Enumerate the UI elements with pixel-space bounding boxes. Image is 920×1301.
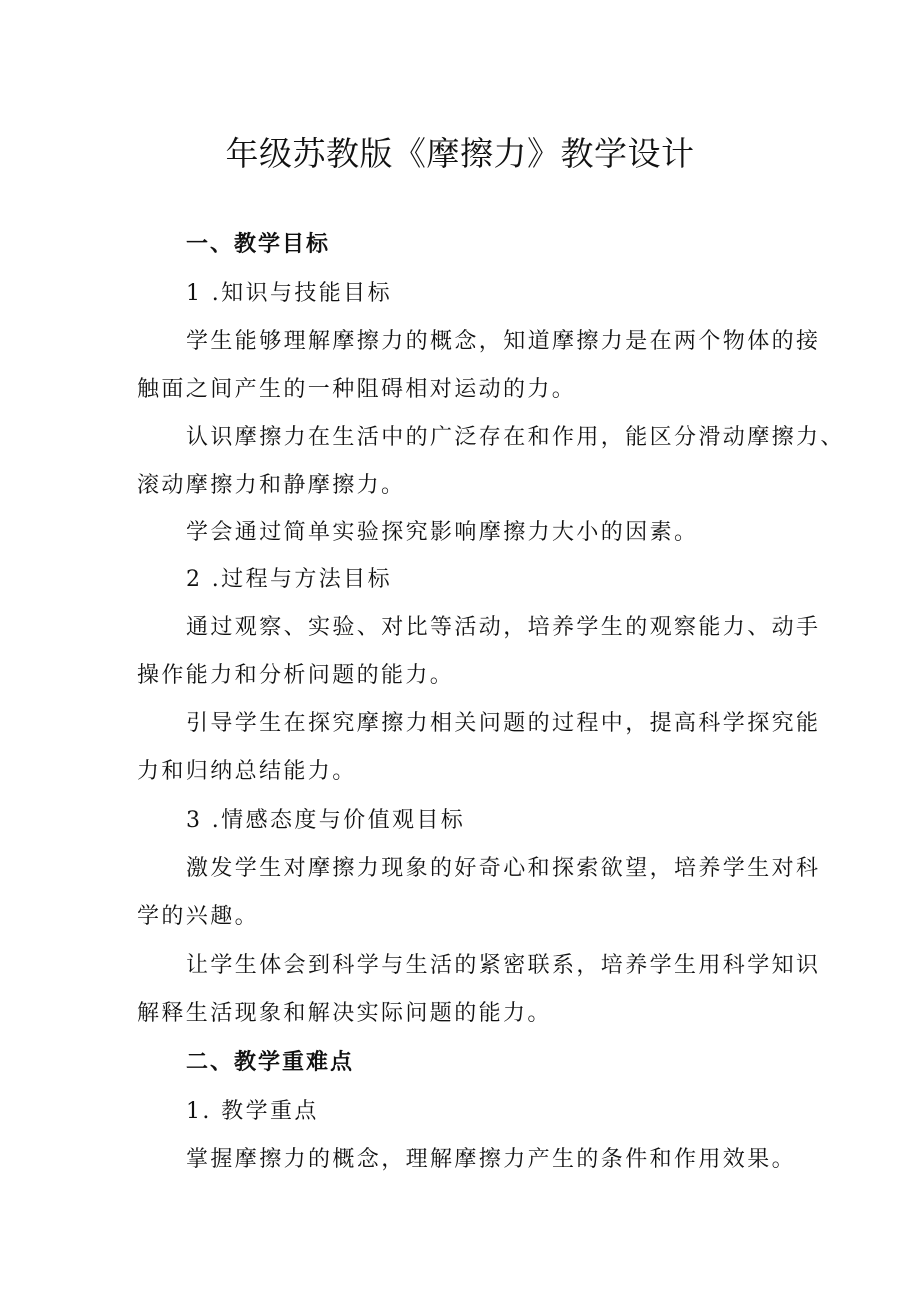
paragraph-line: 学的兴趣。 bbox=[137, 904, 260, 929]
paragraph-line: 操作能力和分析问题的能力。 bbox=[137, 663, 455, 688]
document-title: 年级苏教版《摩擦力》教学设计 bbox=[225, 134, 695, 173]
paragraph-line: 让学生体会到科学与生活的紧密联系，培养学生用科学知识 bbox=[186, 953, 821, 978]
paragraph-line: 掌握摩擦力的概念，理解摩擦力产生的条件和作用效果。 bbox=[186, 1147, 797, 1172]
paragraph-line: 激发学生对摩擦力现象的好奇心和探索欲望，培养学生对科 bbox=[186, 856, 821, 881]
paragraph-line: 引导学生在探究摩擦力相关问题的过程中，提高科学探究能 bbox=[186, 711, 821, 736]
subheading-teaching-focus: 1. 教学重点 bbox=[186, 1099, 319, 1124]
subheading-attitude-values: 3 .情感态度与价值观目标 bbox=[186, 808, 466, 833]
paragraph-line: 解释生活现象和解决实际问题的能力。 bbox=[137, 1001, 552, 1026]
paragraph-line: 通过观察、实验、对比等活动，培养学生的观察能力、动手 bbox=[186, 615, 821, 640]
paragraph-line: 滚动摩擦力和静摩擦力。 bbox=[137, 473, 406, 498]
paragraph-line: 力和归纳总结能力。 bbox=[137, 759, 357, 784]
paragraph-line: 学会通过简单实验探究影响摩擦力大小的因素。 bbox=[186, 520, 699, 545]
subheading-process-methods: 2 .过程与方法目标 bbox=[186, 567, 392, 592]
paragraph-line: 触面之间产生的一种阻碍相对运动的力。 bbox=[137, 377, 577, 402]
section-heading-teaching-goals: 一、教学目标 bbox=[186, 232, 331, 257]
paragraph-line: 学生能够理解摩擦力的概念，知道摩擦力是在两个物体的接 bbox=[186, 329, 821, 354]
subheading-knowledge-skills: 1 .知识与技能目标 bbox=[186, 281, 392, 306]
paragraph-line: 认识摩擦力在生活中的广泛存在和作用，能区分滑动摩擦力、 bbox=[186, 425, 845, 450]
section-heading-key-difficulties: 二、教学重难点 bbox=[186, 1050, 355, 1075]
